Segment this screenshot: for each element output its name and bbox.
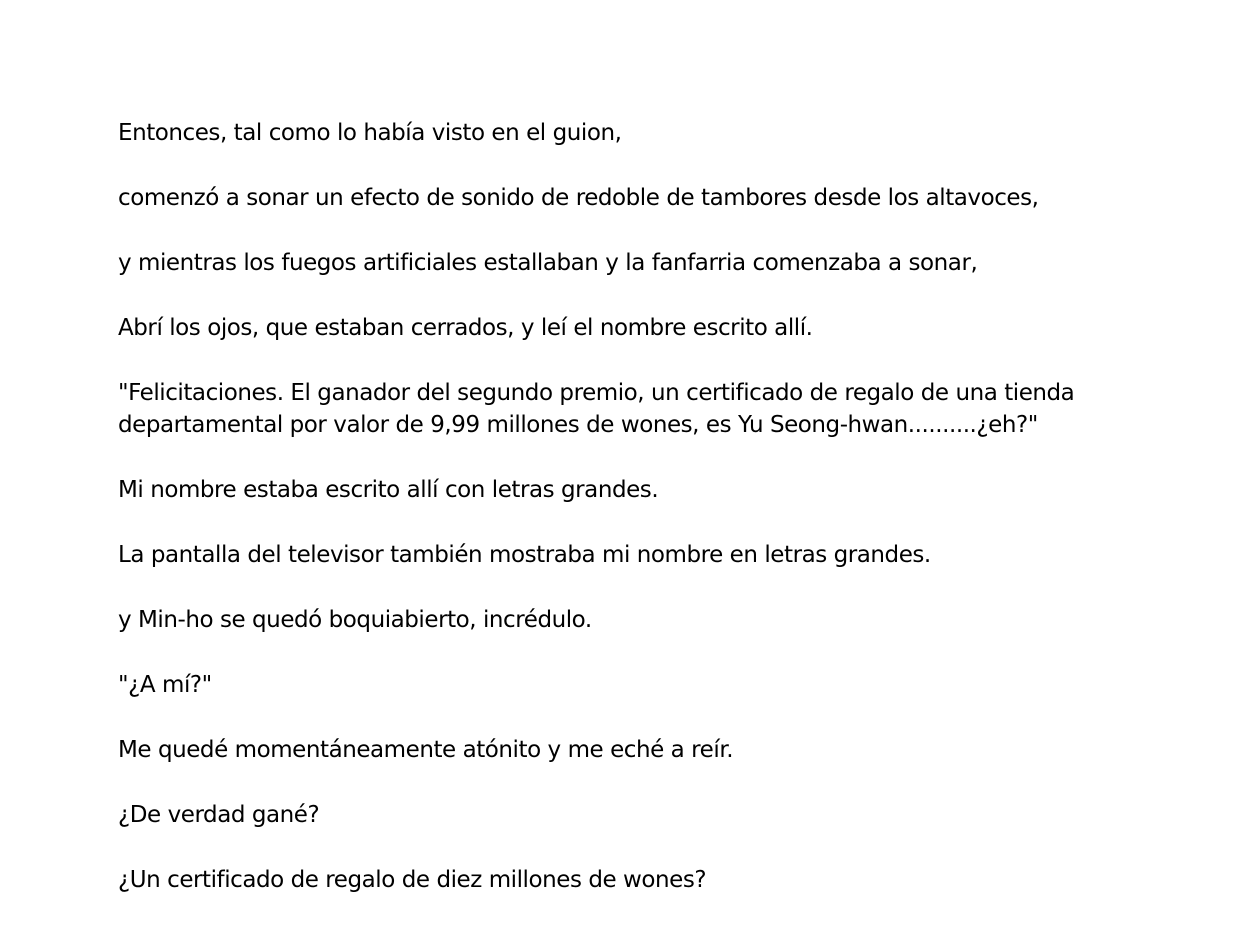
paragraph: La pantalla del televisor también mostraba mi nombre en letras grandes. [118, 542, 931, 568]
paragraph: "¿A mí?" [118, 672, 212, 698]
paragraph: ¿Un certificado de regalo de diez millones de wones? [118, 867, 707, 893]
paragraph: Abrí los ojos, que estaban cerrados, y leí el nombre escrito allí. [118, 315, 813, 341]
paragraph: ¿De verdad gané? [118, 802, 320, 828]
paragraph: Me quedé momentáneamente atónito y me eché a reír. [118, 737, 734, 763]
paragraph: Entonces, tal como lo había visto en el guion, [118, 120, 622, 146]
paragraph: y Min-ho se quedó boquiabierto, incrédulo. [118, 607, 592, 633]
paragraph: "Felicitaciones. El ganador del segundo premio, un certificado de regalo de una tienda departamental por valor de 9,99 millones de wones, es Yu Seong-hwan..........¿eh?" [118, 380, 1075, 438]
paragraph: comenzó a sonar un efecto de sonido de redoble de tambores desde los altavoces, [118, 185, 1039, 211]
paragraph: Mi nombre estaba escrito allí con letras grandes. [118, 477, 659, 503]
document-body [118, 117, 1178, 929]
paragraph: y mientras los fuegos artificiales estallaban y la fanfarria comenzaba a sonar, [118, 250, 978, 276]
